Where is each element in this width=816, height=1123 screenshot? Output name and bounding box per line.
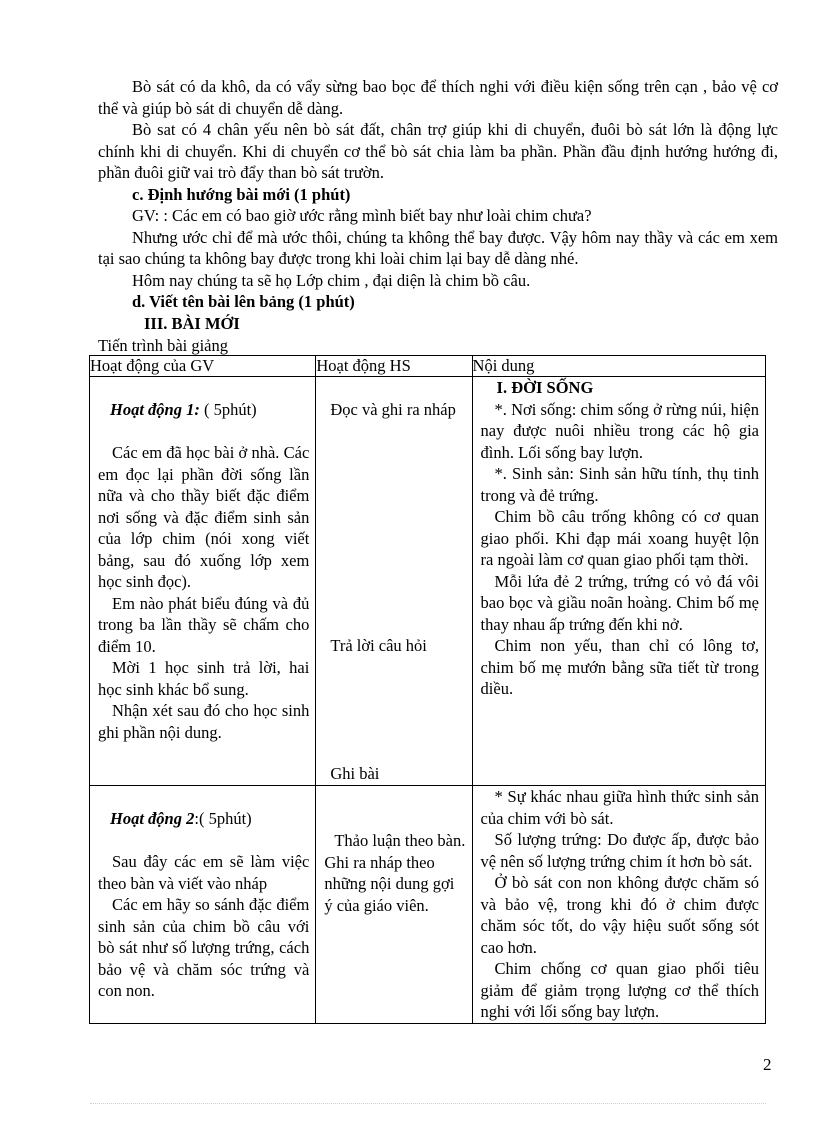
content-text: Ở bò sát con non không được chăm só và bảo vệ, trong khi đó ở chim được chăm sóc tốt, do vậy hiệu suốt sống sót cao hơn. bbox=[480, 873, 759, 957]
content-cell-2 bbox=[472, 786, 765, 1024]
content-cell-1 bbox=[472, 377, 765, 786]
teacher-text: Các em đã học bài ở nhà. Các em đọc lại phần đời sống lần nữa và cho thầy biết đặc điểm nơi sống và đặc điểm sinh sản của lớp chim (nói xong viết bảng, sau đó xuống lớp xem học sinh đọc). bbox=[98, 443, 310, 591]
teacher-text: Sau đây các em sẽ làm việc theo bàn và viết vào nháp bbox=[98, 852, 310, 893]
student-text: Đọc và ghi ra nháp bbox=[330, 400, 456, 419]
lesson-table bbox=[89, 355, 766, 1024]
teacher-activity-cell-1 bbox=[90, 377, 316, 786]
student-activity-cell-2 bbox=[316, 786, 472, 1024]
teacher-text: Em nào phát biểu đúng và đủ trong ba lần thầy sẽ chấm cho điểm 10. bbox=[98, 593, 310, 656]
teacher-text: Mời 1 học sinh trả lời, hai học sinh khác bổ sung. bbox=[98, 658, 310, 699]
content-text: Chim chống cơ quan giao phối tiêu giảm để giảm trọng lượng cơ thể thích nghi với lối sống bay lượn. bbox=[480, 959, 759, 1021]
activity-1-title: Hoạt động 1: ( 5phút) bbox=[110, 400, 257, 419]
table-header-row bbox=[90, 356, 766, 377]
section-heading: III. BÀI MỚI bbox=[144, 313, 240, 333]
content-text: Mỗi lứa đẻ 2 trứng, trứng có vỏ đá vôi bao bọc và giầu noãn hoàng. Chim bố mẹ thay nhau ấp trứng đến khi nở. bbox=[480, 571, 759, 634]
teacher-question: GV: : Các em có bao giờ ước rằng mình biết bay như loài chim chưa? bbox=[132, 206, 592, 225]
footer-divider bbox=[90, 1103, 766, 1104]
student-text: Ghi bài bbox=[330, 764, 380, 783]
student-activity-cell-1 bbox=[316, 377, 472, 786]
content-text: *. Sinh sản: Sinh sản hữu tính, thụ tinh trong và đẻ trứng. bbox=[480, 464, 759, 505]
student-text: Trả lời câu hỏi bbox=[330, 636, 427, 655]
activity-2-title: Hoạt động 2:( 5phút) bbox=[110, 809, 252, 828]
content-text: Chim bồ câu trống không có cơ quan giao phối. Khi đạp mái xoang huyệt lộn ra ngoài làm cơ quan giao phối tạm thời. bbox=[480, 507, 759, 569]
header-content: Nội dung bbox=[472, 356, 765, 377]
content-heading: I. ĐỜI SỐNG bbox=[496, 378, 594, 397]
heading-c: c. Định hướng bài mới (1 phút) bbox=[132, 184, 351, 204]
header-teacher: Hoạt động của GV bbox=[90, 356, 316, 377]
teacher-activity-cell-2 bbox=[90, 786, 316, 1024]
page-number: 2 bbox=[763, 1055, 772, 1074]
intro-paragraph-4: Hôm nay chúng ta sẽ họ Lớp chim , đại diện là chim bồ câu. bbox=[132, 270, 531, 290]
table-row bbox=[90, 786, 766, 1024]
content-text: Chim non yếu, than chỉ có lông tơ, chim bố mẹ mướn bằng sữa tiết từ trong diều. bbox=[480, 636, 759, 698]
teacher-text: Các em hãy so sánh đặc điểm sinh sản của chim bồ câu với bò sát như số lượng trứng, cách bảo vệ và chăm sóc trứng và con non. bbox=[98, 895, 310, 1000]
intro-paragraph-2: Bò sat có 4 chân yếu nên bò sát đất, chân trợ giúp khi di chuyển, đuôi bò sát lớn là động lực chính khi di chuyển. Khi di chuyển cơ thể bò sát chia làm ba phần. Phần đầu định hướng hướng đi, phần đuôi giữ vai trò đẩy than bò sát trườn. bbox=[98, 120, 778, 182]
table-row bbox=[90, 377, 766, 786]
header-student: Hoạt động HS bbox=[316, 356, 472, 377]
intro-section bbox=[98, 76, 778, 334]
teacher-text: Nhận xét sau đó cho học sinh ghi phần nội dung. bbox=[98, 701, 310, 742]
content-text: *. Nơi sống: chim sống ở rừng núi, hiện nay được nuôi nhiều trong các hộ gia đình. Lối sống bay lượn. bbox=[480, 399, 759, 462]
student-text: Thảo luận theo bàn. Ghi ra nháp theo những nội dung gợi ý của giáo viên. bbox=[324, 831, 466, 915]
content-text: * Sự khác nhau giữa hình thức sinh sản của chim với bò sát. bbox=[480, 787, 759, 828]
heading-d: d. Viết tên bài lên bảng (1 phút) bbox=[132, 292, 355, 311]
table-caption: Tiến trình bài giảng bbox=[98, 336, 229, 355]
intro-paragraph-1: Bò sát có da khô, da có vẩy sừng bao bọc để thích nghi với điều kiện sống trên cạn , bảo vệ cơ thể và giúp bò sát di chuyển dễ dàng. bbox=[98, 77, 778, 118]
intro-paragraph-3: Nhưng ước chỉ để mà ước thôi, chúng ta không thể bay được. Vậy hôm nay thầy và các em xem tại sao chúng ta không bay được trong khi loài chim lại bay dễ dàng nhé. bbox=[98, 227, 778, 268]
content-text: Số lượng trứng: Do được ấp, được bảo vệ nên số lượng trứng chim ít hơn bò sát. bbox=[480, 830, 759, 871]
